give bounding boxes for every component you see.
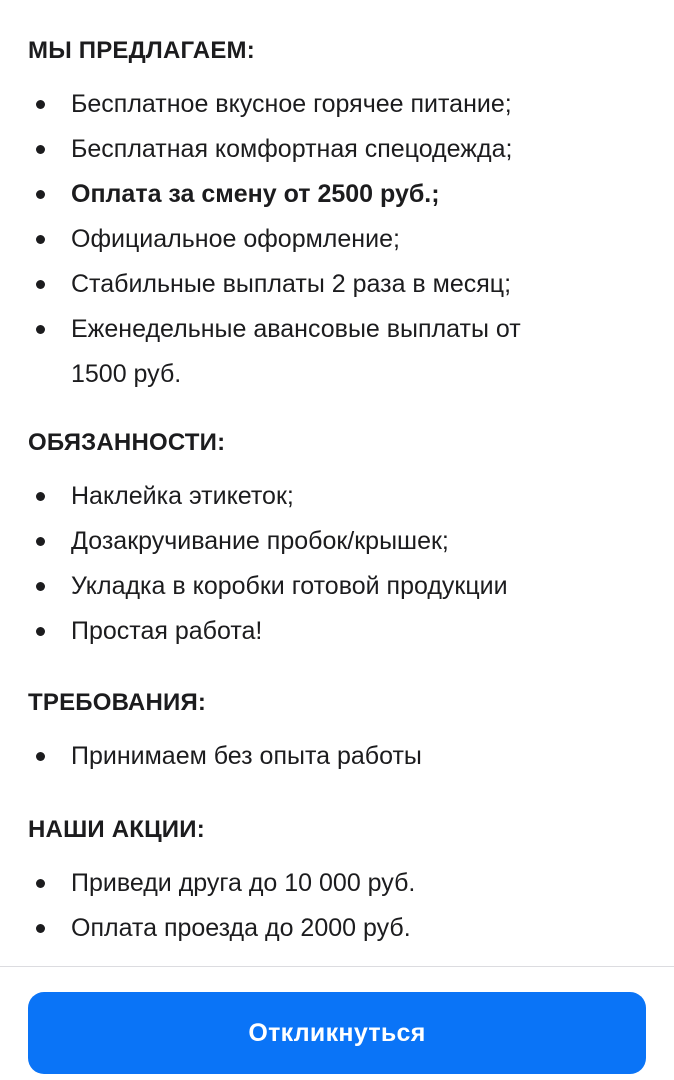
list-item-text: Простая работа!	[71, 617, 263, 645]
list-item-continuation	[28, 352, 654, 397]
bullet-icon	[36, 100, 45, 109]
list-item	[28, 519, 654, 564]
duties-list	[28, 474, 654, 654]
bullet-icon	[36, 492, 45, 501]
bullet-icon	[36, 879, 45, 888]
list-item-text: Оплата за смену от 2500 руб.;	[71, 180, 440, 208]
requirements-list	[28, 734, 654, 779]
list-item	[28, 217, 654, 262]
section-title-duties: ОБЯЗАННОСТИ:	[28, 429, 226, 456]
list-item-text: Оплата проезда до 2000 руб.	[71, 914, 411, 942]
list-item	[28, 474, 654, 519]
list-item-text: Бесплатное вкусное горячее питание;	[71, 90, 512, 118]
list-item	[28, 172, 654, 217]
list-item-text: Еженедельные авансовые выплаты от	[71, 315, 521, 343]
divider	[0, 966, 674, 967]
list-item-text: Приведи друга до 10 000 руб.	[71, 869, 416, 897]
list-item-text: Официальное оформление;	[71, 225, 400, 253]
bullet-icon	[36, 145, 45, 154]
section-title-requirements: ТРЕБОВАНИЯ:	[28, 689, 207, 716]
bullet-icon	[36, 924, 45, 933]
list-item-text: 1500 руб.	[71, 360, 182, 388]
bullet-icon	[36, 280, 45, 289]
section-title-offer: МЫ ПРЕДЛАГАЕМ:	[28, 37, 255, 64]
list-item	[28, 734, 654, 779]
list-item	[28, 906, 654, 951]
promotions-list	[28, 861, 654, 951]
list-item	[28, 861, 654, 906]
bullet-icon	[36, 752, 45, 761]
list-item	[28, 82, 654, 127]
bullet-icon	[36, 582, 45, 591]
bullet-icon	[36, 235, 45, 244]
bullet-icon	[36, 537, 45, 546]
list-item	[28, 127, 654, 172]
list-item-text: Дозакручивание пробок/крышек;	[71, 527, 449, 555]
list-item-text: Стабильные выплаты 2 раза в месяц;	[71, 270, 512, 298]
offer-list	[28, 82, 654, 397]
list-item-text: Принимаем без опыта работы	[71, 742, 422, 770]
bullet-icon	[36, 190, 45, 199]
list-item-text: Наклейка этикеток;	[71, 482, 294, 510]
bullet-icon	[36, 627, 45, 636]
list-item-text: Бесплатная комфортная спецодежда;	[71, 135, 513, 163]
list-item	[28, 609, 654, 654]
list-item	[28, 564, 654, 609]
list-item-text: Укладка в коробки готовой продукции	[71, 572, 508, 600]
section-title-promotions: НАШИ АКЦИИ:	[28, 816, 205, 843]
bullet-icon	[36, 325, 45, 334]
list-item	[28, 307, 654, 352]
respond-button[interactable]: Откликнуться	[28, 992, 646, 1074]
list-item	[28, 262, 654, 307]
